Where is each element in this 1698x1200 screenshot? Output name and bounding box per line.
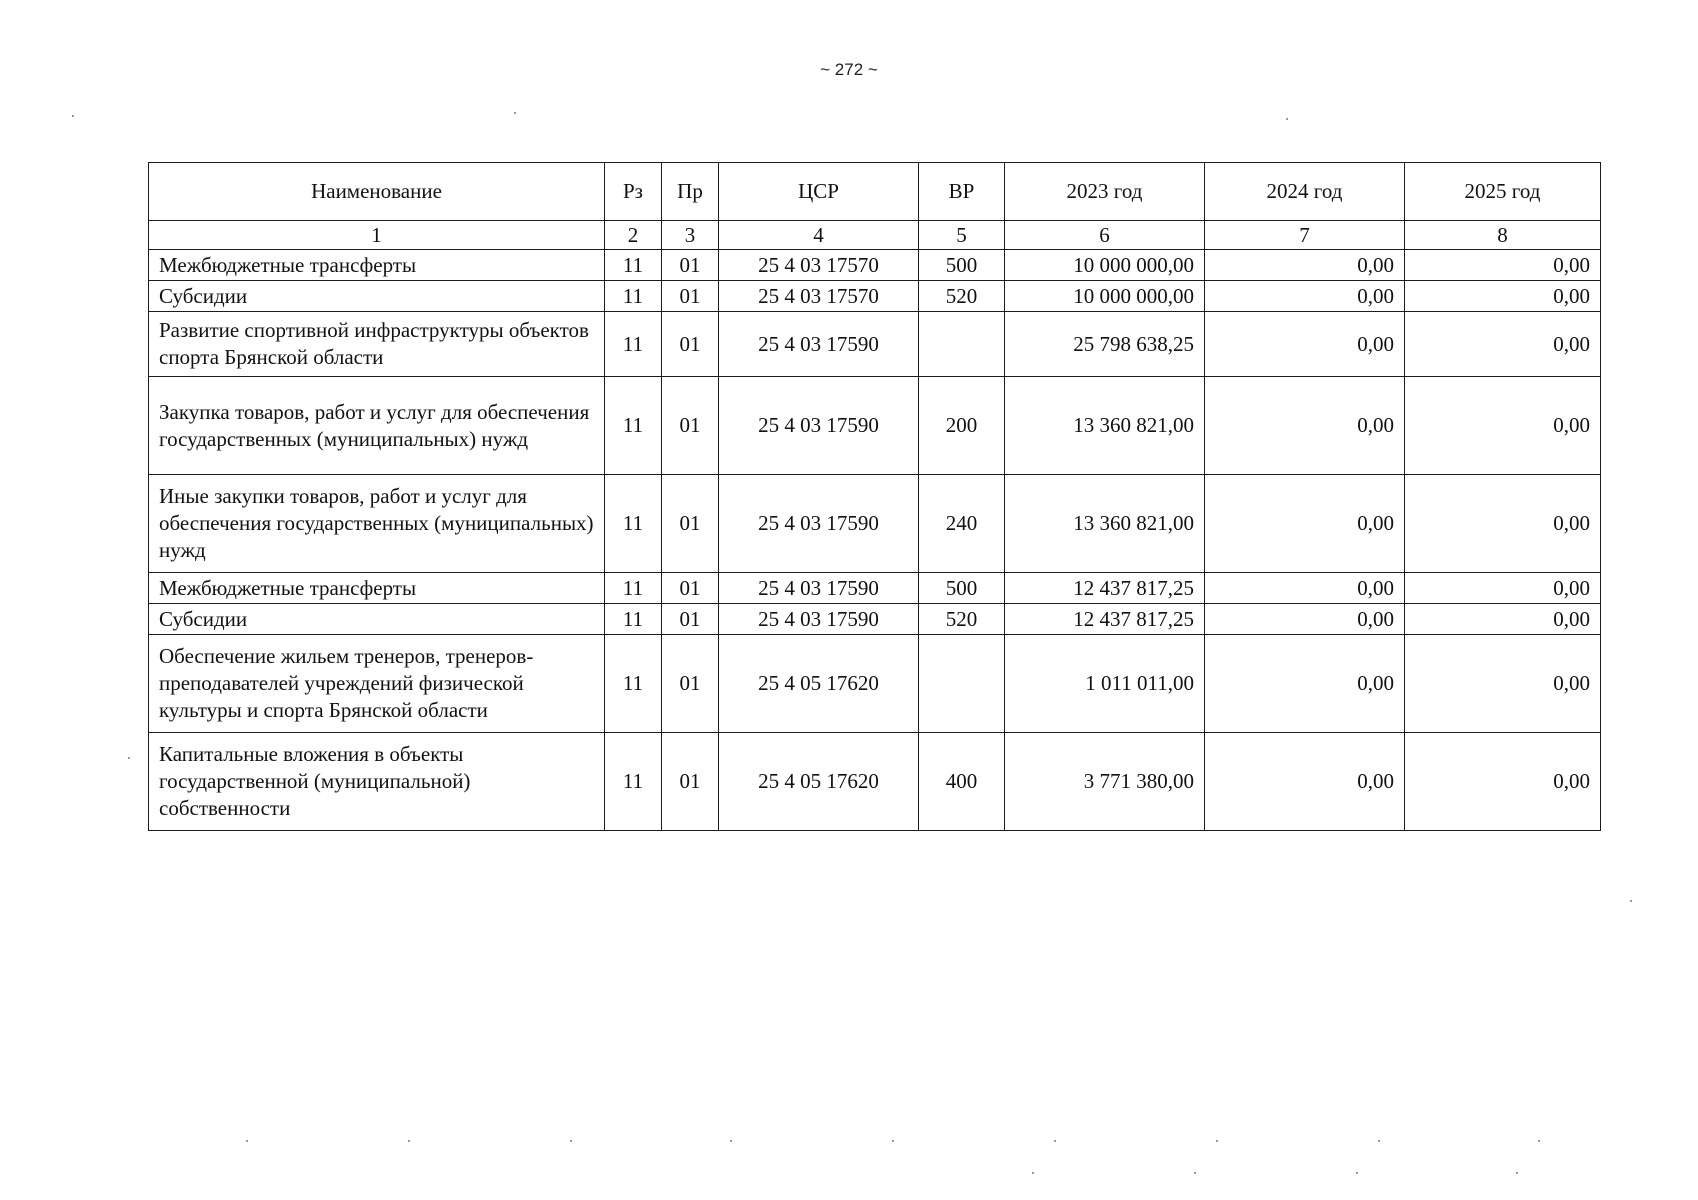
- row-vr: 500: [919, 573, 1005, 604]
- row-rz: 11: [605, 635, 662, 733]
- row-name: Обеспечение жильем тренеров, тренеров-преподавателей учреждений физической культуры и спорта Брянской области: [149, 635, 605, 733]
- header-row: [149, 163, 1601, 221]
- row-pr: 01: [662, 281, 719, 312]
- header-pr: Пр: [662, 163, 719, 221]
- row-csr: 25 4 05 17620: [719, 635, 919, 733]
- row-2023: 25 798 638,25: [1005, 312, 1205, 377]
- scan-speck: [1630, 900, 1632, 902]
- row-2025: 0,00: [1405, 250, 1601, 281]
- row-pr: 01: [662, 733, 719, 831]
- table-row: [149, 250, 1601, 281]
- column-number: 8: [1405, 221, 1601, 250]
- column-number: 4: [719, 221, 919, 250]
- scan-speck: [408, 1140, 410, 1142]
- header-2024: 2024 год: [1205, 163, 1405, 221]
- header-2025: 2025 год: [1405, 163, 1601, 221]
- row-name: Закупка товаров, работ и услуг для обеспечения государственных (муниципальных) нужд: [149, 377, 605, 475]
- row-2023: 1 011 011,00: [1005, 635, 1205, 733]
- row-2025: 0,00: [1405, 573, 1601, 604]
- row-rz: 11: [605, 377, 662, 475]
- table-row: [149, 312, 1601, 377]
- row-2024: 0,00: [1205, 312, 1405, 377]
- row-2024: 0,00: [1205, 733, 1405, 831]
- row-rz: 11: [605, 604, 662, 635]
- column-number: 2: [605, 221, 662, 250]
- row-2024: 0,00: [1205, 635, 1405, 733]
- scan-speck: [1032, 1172, 1034, 1174]
- row-vr: 240: [919, 475, 1005, 573]
- row-csr: 25 4 03 17570: [719, 250, 919, 281]
- header-2023: 2023 год: [1005, 163, 1205, 221]
- row-vr: 520: [919, 604, 1005, 635]
- row-rz: 11: [605, 733, 662, 831]
- row-rz: 11: [605, 312, 662, 377]
- scan-speck: [570, 1140, 572, 1142]
- row-vr: 500: [919, 250, 1005, 281]
- row-csr: 25 4 03 17570: [719, 281, 919, 312]
- scan-speck: [1054, 1140, 1056, 1142]
- row-2024: 0,00: [1205, 250, 1405, 281]
- row-csr: 25 4 03 17590: [719, 604, 919, 635]
- budget-table: [148, 162, 1601, 831]
- scan-speck: [1216, 1140, 1218, 1142]
- row-vr: 200: [919, 377, 1005, 475]
- row-name: Иные закупки товаров, работ и услуг для обеспечения государственных (муниципальных) нужд: [149, 475, 605, 573]
- row-pr: 01: [662, 635, 719, 733]
- scan-speck: [72, 115, 74, 117]
- row-2025: 0,00: [1405, 475, 1601, 573]
- scan-speck: [1378, 1140, 1380, 1142]
- table-row: [149, 377, 1601, 475]
- column-number: 3: [662, 221, 719, 250]
- column-number: 5: [919, 221, 1005, 250]
- row-name: Развитие спортивной инфраструктуры объектов спорта Брянской области: [149, 312, 605, 377]
- row-2023: 13 360 821,00: [1005, 377, 1205, 475]
- row-2023: 13 360 821,00: [1005, 475, 1205, 573]
- row-pr: 01: [662, 250, 719, 281]
- row-name: Межбюджетные трансферты: [149, 250, 605, 281]
- header-csr: ЦСР: [719, 163, 919, 221]
- row-2025: 0,00: [1405, 312, 1601, 377]
- row-csr: 25 4 03 17590: [719, 377, 919, 475]
- scan-speck: [128, 757, 130, 759]
- row-csr: 25 4 05 17620: [719, 733, 919, 831]
- header-vr: ВР: [919, 163, 1005, 221]
- table-row: [149, 733, 1601, 831]
- table-row: [149, 475, 1601, 573]
- table-row: [149, 635, 1601, 733]
- row-vr: 400: [919, 733, 1005, 831]
- row-rz: 11: [605, 281, 662, 312]
- row-2024: 0,00: [1205, 604, 1405, 635]
- row-pr: 01: [662, 573, 719, 604]
- row-name: Субсидии: [149, 281, 605, 312]
- column-number-row: [149, 221, 1601, 250]
- row-2024: 0,00: [1205, 573, 1405, 604]
- row-2024: 0,00: [1205, 377, 1405, 475]
- row-2025: 0,00: [1405, 635, 1601, 733]
- row-2025: 0,00: [1405, 377, 1601, 475]
- row-name: Капитальные вложения в объекты государственной (муниципальной) собственности: [149, 733, 605, 831]
- row-rz: 11: [605, 475, 662, 573]
- row-pr: 01: [662, 312, 719, 377]
- row-pr: 01: [662, 377, 719, 475]
- row-vr: [919, 635, 1005, 733]
- row-csr: 25 4 03 17590: [719, 312, 919, 377]
- row-2025: 0,00: [1405, 733, 1601, 831]
- row-csr: 25 4 03 17590: [719, 475, 919, 573]
- row-2024: 0,00: [1205, 475, 1405, 573]
- scan-speck: [892, 1140, 894, 1142]
- table-row: [149, 281, 1601, 312]
- row-rz: 11: [605, 250, 662, 281]
- row-rz: 11: [605, 573, 662, 604]
- row-2025: 0,00: [1405, 604, 1601, 635]
- column-number: 6: [1005, 221, 1205, 250]
- row-2023: 10 000 000,00: [1005, 281, 1205, 312]
- row-pr: 01: [662, 475, 719, 573]
- scan-speck: [730, 1140, 732, 1142]
- header-rz: Рз: [605, 163, 662, 221]
- scan-speck: [1516, 1172, 1518, 1174]
- row-2023: 12 437 817,25: [1005, 604, 1205, 635]
- row-2023: 3 771 380,00: [1005, 733, 1205, 831]
- row-2023: 10 000 000,00: [1005, 250, 1205, 281]
- scan-speck: [514, 112, 516, 114]
- table-row: [149, 573, 1601, 604]
- column-number: 1: [149, 221, 605, 250]
- row-csr: 25 4 03 17590: [719, 573, 919, 604]
- row-pr: 01: [662, 604, 719, 635]
- row-name: Межбюджетные трансферты: [149, 573, 605, 604]
- scan-speck: [246, 1140, 248, 1142]
- row-2023: 12 437 817,25: [1005, 573, 1205, 604]
- row-2024: 0,00: [1205, 281, 1405, 312]
- row-name: Субсидии: [149, 604, 605, 635]
- scan-speck: [1286, 118, 1288, 120]
- table-row: [149, 604, 1601, 635]
- header-name: Наименование: [149, 163, 605, 221]
- column-number: 7: [1205, 221, 1405, 250]
- row-vr: [919, 312, 1005, 377]
- scan-speck: [1538, 1140, 1540, 1142]
- scan-speck: [1194, 1172, 1196, 1174]
- row-2025: 0,00: [1405, 281, 1601, 312]
- page-number: ~ 272 ~: [820, 60, 878, 79]
- scan-speck: [1356, 1172, 1358, 1174]
- row-vr: 520: [919, 281, 1005, 312]
